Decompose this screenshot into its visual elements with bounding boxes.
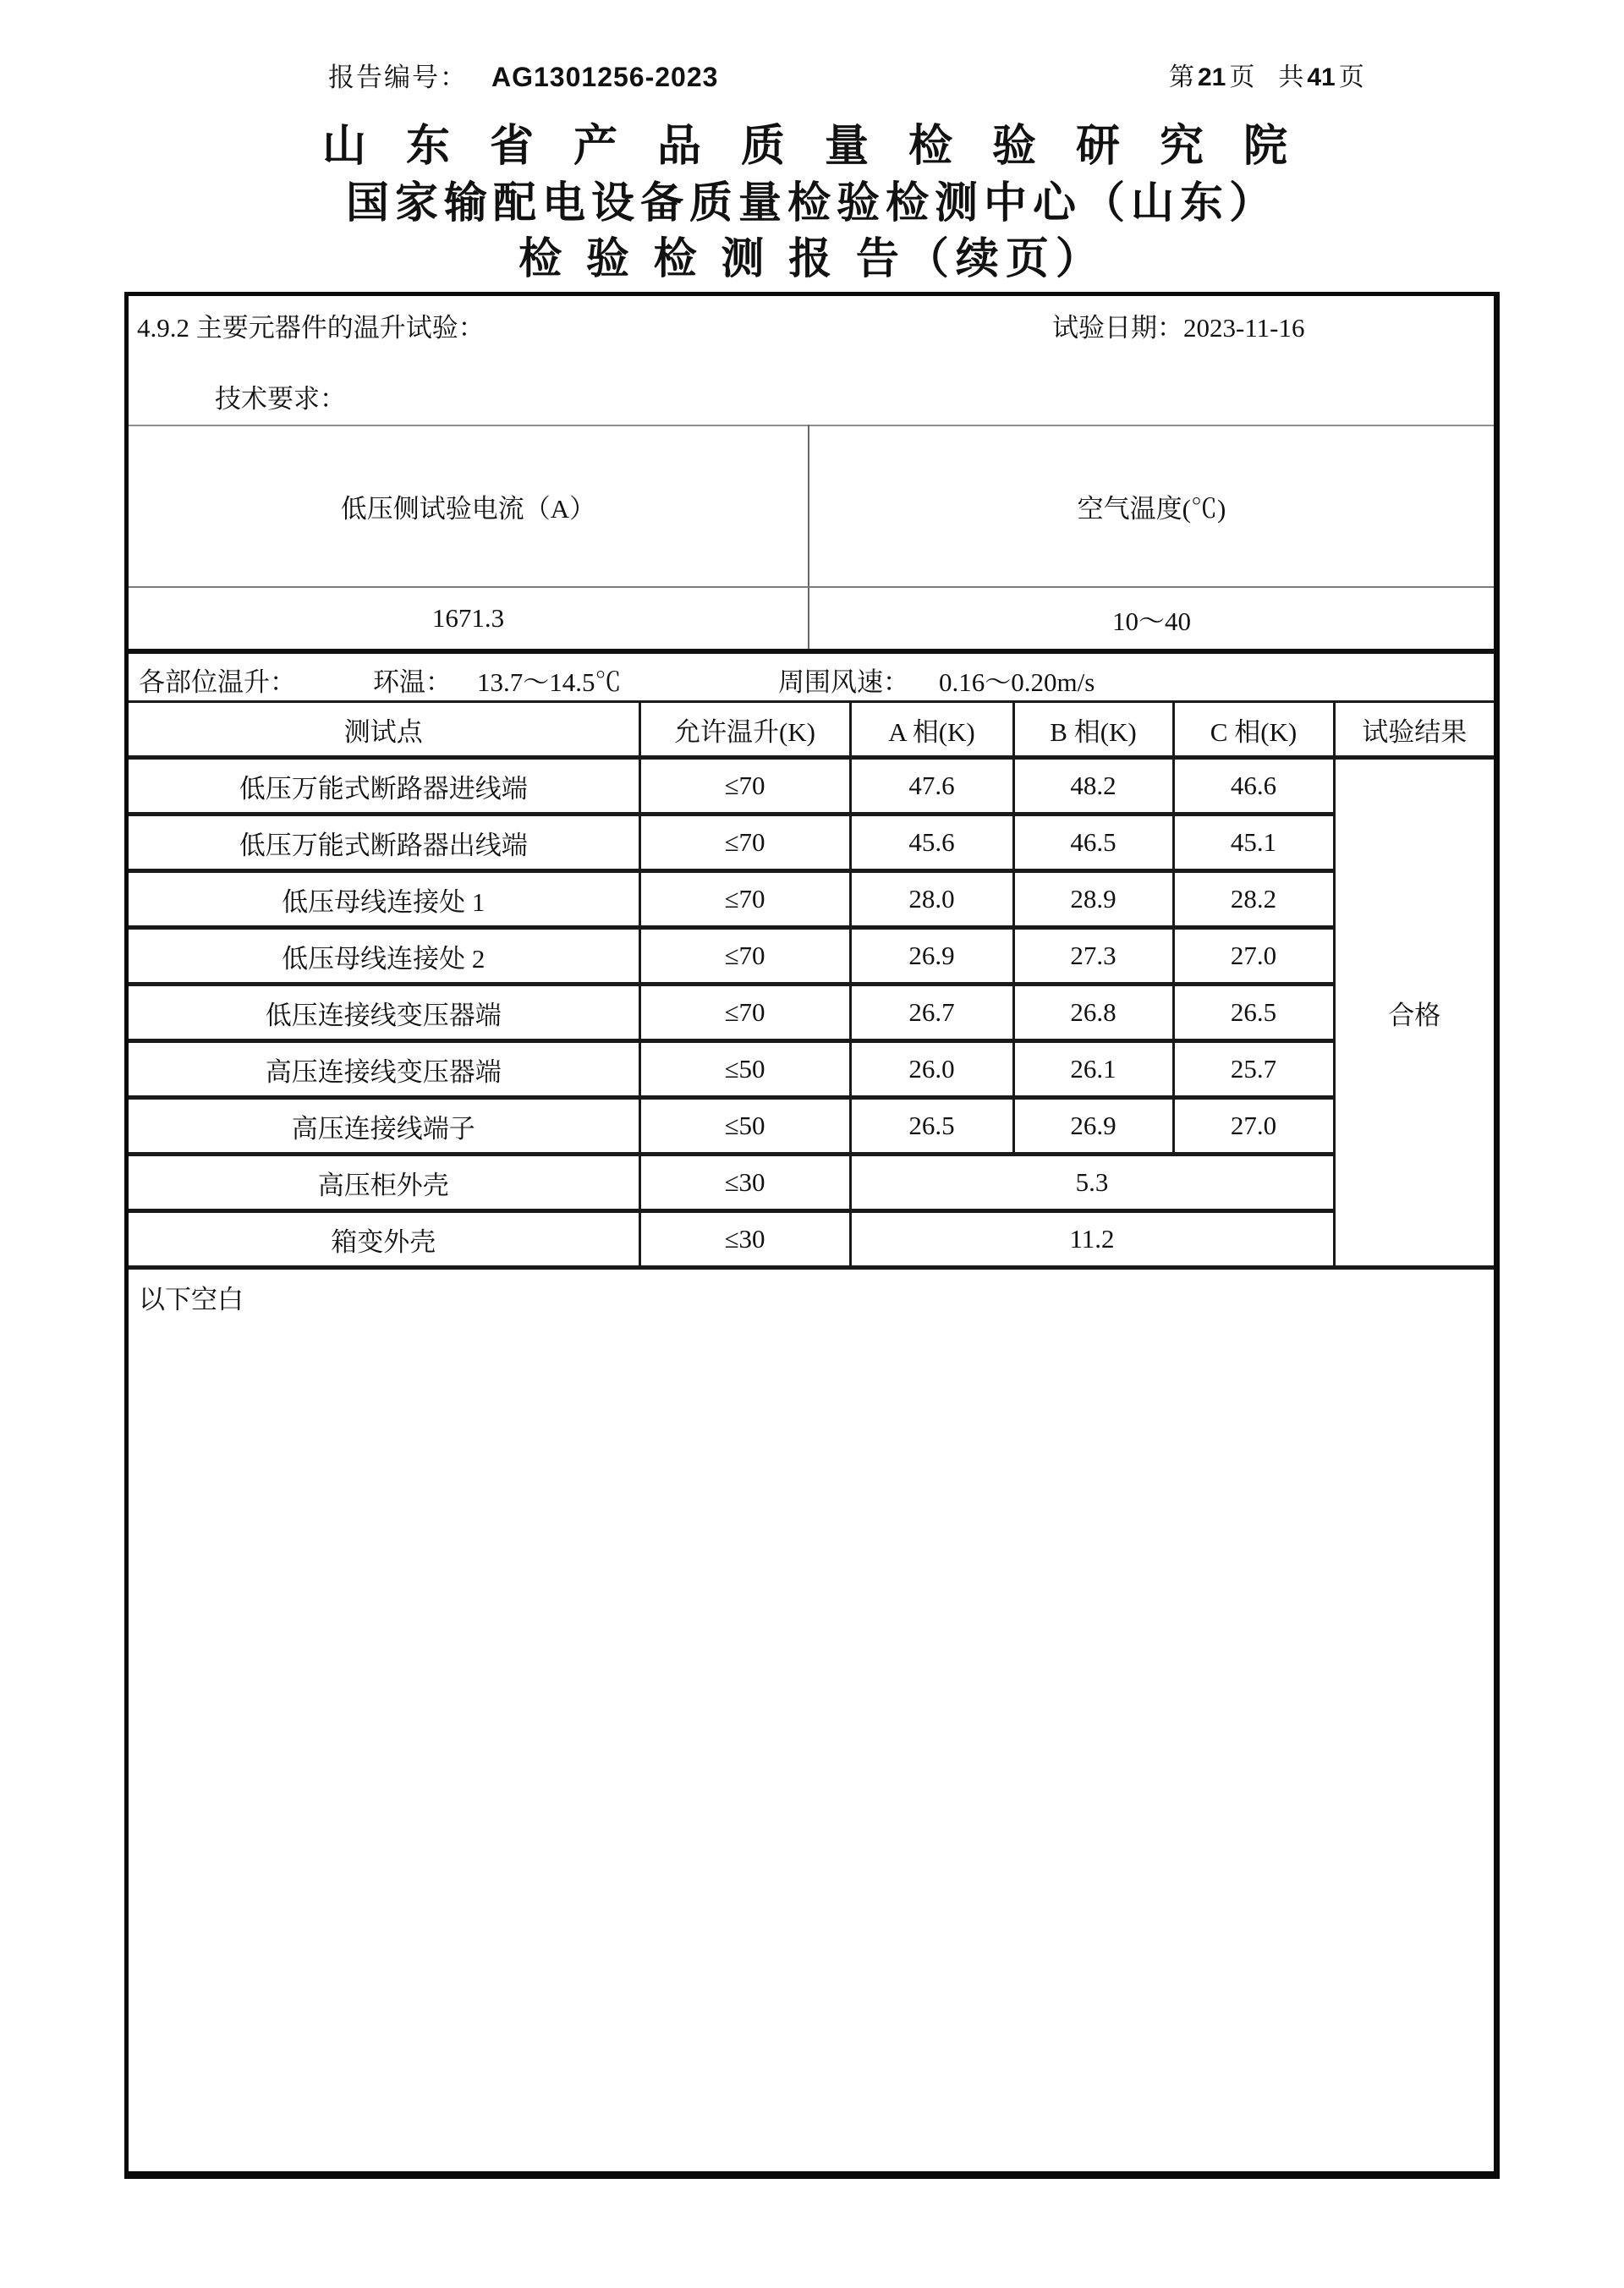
page-number-line — [1169, 56, 1364, 93]
cell-limit: ≤70 — [639, 758, 850, 815]
ambient-conditions-line — [129, 654, 1494, 700]
cell-phase-b: 26.9 — [1013, 1098, 1173, 1155]
cell-point: 低压万能式断路器出线端 — [129, 815, 639, 871]
test-date-value: 2023-11-16 — [1183, 313, 1305, 343]
report-frame — [124, 292, 1500, 2179]
cell-limit: ≤70 — [639, 871, 850, 928]
cell-limit: ≤30 — [639, 1155, 850, 1211]
table-row — [129, 425, 1494, 587]
report-number-label: 报告编号： — [328, 63, 468, 92]
header-phase-a: A 相(K) — [850, 702, 1013, 758]
page-current: 21 — [1198, 63, 1226, 91]
report-title: 检 验 检 测 报 告（续页） — [518, 236, 1106, 283]
test-date-label: 试验日期： — [1052, 313, 1183, 343]
cell-limit: ≤50 — [639, 1098, 850, 1155]
condition-value-airtemp: 10～40 — [1112, 606, 1191, 636]
test-date — [1052, 306, 1305, 344]
report-number-line — [328, 56, 718, 94]
blank-area — [129, 1270, 1494, 2171]
cell-phase-a: 26.0 — [850, 1041, 1013, 1098]
cell-phase-c: 27.0 — [1173, 1098, 1334, 1155]
cell-point: 箱变外壳 — [129, 1211, 639, 1268]
cell-phase-b: 26.1 — [1013, 1041, 1173, 1098]
cell-phase-c: 45.1 — [1173, 815, 1334, 871]
table-header-row — [129, 702, 1494, 758]
org-title: 山 东 省 产 品 质 量 检 验 研 究 院 — [321, 123, 1302, 171]
table-row — [129, 587, 1494, 651]
header-phase-c: C 相(K) — [1173, 702, 1334, 758]
section-header — [129, 296, 1494, 425]
cell-phase-b: 46.5 — [1013, 815, 1173, 871]
header-limit: 允许温升(K) — [639, 702, 850, 758]
condition-value-current: 1671.3 — [129, 587, 809, 651]
cell-phase-c: 27.0 — [1173, 928, 1334, 985]
cell-phase-b: 48.2 — [1013, 758, 1173, 815]
header-result: 试验结果 — [1334, 702, 1494, 758]
cell-phase-b: 27.3 — [1013, 928, 1173, 985]
cell-phase-a: 47.6 — [850, 758, 1013, 815]
condition-table — [129, 425, 1494, 654]
clause-title: 4.9.2 主要元器件的温升试验： — [137, 313, 485, 343]
center-title: 国家输配电设备质量检验检测中心（山东） — [345, 180, 1278, 228]
cell-point: 低压母线连接处 1 — [129, 871, 639, 928]
cell-point: 高压连接线变压器端 — [129, 1041, 639, 1098]
page-total: 41 — [1307, 63, 1336, 91]
condition-header-airtemp: 空气温度(℃) — [809, 425, 1494, 587]
cell-phase-a: 26.9 — [850, 928, 1013, 985]
cell-limit: ≤70 — [639, 928, 850, 985]
table-row — [129, 1211, 1494, 1268]
env-temp-label: 环温： — [373, 667, 452, 697]
condition-header-current: 低压侧试验电流（A） — [129, 425, 809, 587]
cell-phase-a: 45.6 — [850, 815, 1013, 871]
report-number-value: AG1301256-2023 — [491, 62, 719, 92]
cell-phase-b: 26.8 — [1013, 985, 1173, 1041]
wind-speed-value: 0.16～0.20m/s — [939, 667, 1095, 697]
cell-phase-c: 26.5 — [1173, 985, 1334, 1041]
cell-phase-b: 28.9 — [1013, 871, 1173, 928]
temp-rise-label: 各部位温升： — [139, 667, 296, 697]
cell-limit: ≤30 — [639, 1211, 850, 1268]
cell-point: 高压柜外壳 — [129, 1155, 639, 1211]
cell-phase-a: 26.7 — [850, 985, 1013, 1041]
wind-speed-label: 周围风速： — [778, 667, 909, 697]
table-row — [129, 1155, 1494, 1211]
cell-point: 高压连接线端子 — [129, 1098, 639, 1155]
cell-phase-c: 25.7 — [1173, 1041, 1334, 1098]
cell-point: 低压万能式断路器进线端 — [129, 758, 639, 815]
cell-limit: ≤50 — [639, 1041, 850, 1098]
header-test-point: 测试点 — [129, 702, 639, 758]
cell-merged-value: 5.3 — [850, 1155, 1334, 1211]
table-row — [129, 871, 1494, 928]
cell-result: 合格 — [1334, 758, 1494, 1268]
page-total-unit: 页 — [1338, 63, 1364, 91]
cell-point: 低压连接线变压器端 — [129, 985, 639, 1041]
cell-merged-value: 11.2 — [850, 1211, 1334, 1268]
blank-below-note: 以下空白 — [139, 1285, 244, 1314]
header-phase-b: B 相(K) — [1013, 702, 1173, 758]
tech-requirement-label: 技术要求： — [215, 384, 346, 414]
table-row — [129, 928, 1494, 985]
cell-limit: ≤70 — [639, 815, 850, 871]
table-row — [129, 758, 1494, 815]
page-prefix: 第 — [1169, 63, 1194, 91]
temp-rise-table — [129, 700, 1494, 1270]
cell-phase-c: 46.6 — [1173, 758, 1334, 815]
table-row — [129, 1041, 1494, 1098]
cell-phase-a: 26.5 — [850, 1098, 1013, 1155]
table-row — [129, 1098, 1494, 1155]
page-unit: 页 — [1229, 63, 1255, 91]
cell-phase-c: 28.2 — [1173, 871, 1334, 928]
cell-phase-a: 28.0 — [850, 871, 1013, 928]
page-total-label: 共 — [1278, 63, 1304, 91]
cell-point: 低压母线连接处 2 — [129, 928, 639, 985]
cell-limit: ≤70 — [639, 985, 850, 1041]
env-temp-value: 13.7～14.5℃ — [477, 667, 622, 697]
table-row — [129, 815, 1494, 871]
table-row — [129, 985, 1494, 1041]
